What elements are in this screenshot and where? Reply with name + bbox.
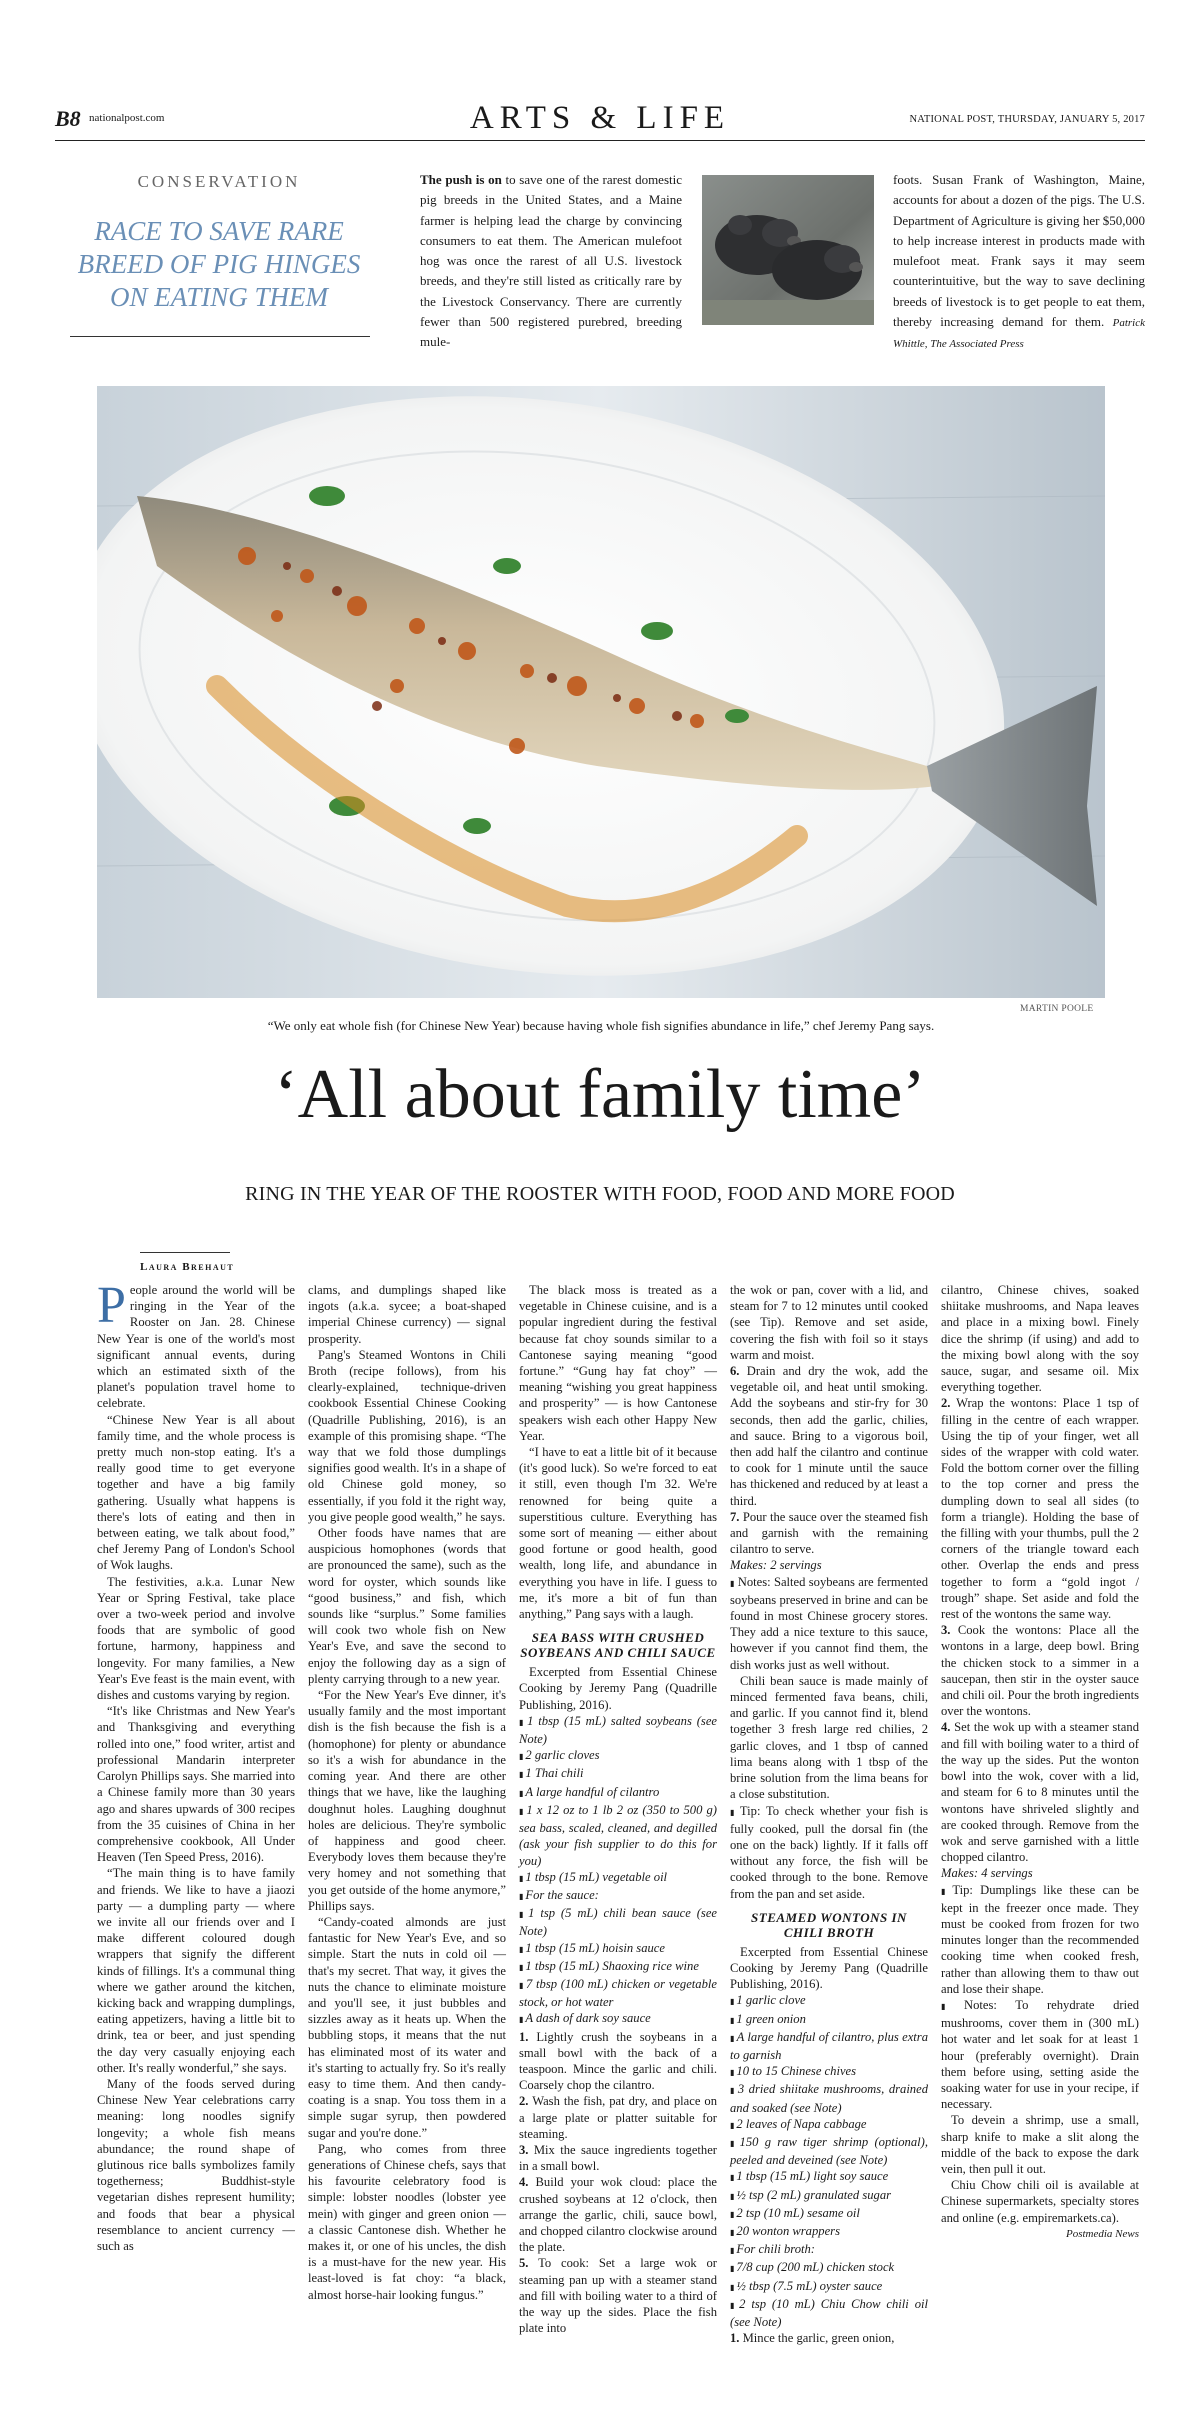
paragraph: Pang's Steamed Wontons in Chili Broth (recipe follows), from his clearly-explained, technique-driven cookbook Essential Chinese Cooking (Quadrille Publishing, 2016), is an example of this promising shape. “The way that we fold those dumplings signifies good wealth. It's in a shape of old Chinese gold money, so essentially, if you fold it the right way, you give people good wealth,” he says. (308, 1347, 506, 1524)
recipe-note: ▮ Notes: To rehydrate dried mushrooms, cover them in (300 mL) hot water and let soak for at least 1 hour (preferably overnight). Drain them before using, setting aside the soaking water for use in your recipe, if necessary. (941, 1997, 1139, 2112)
photo-credit: MARTIN POOLE (1020, 1004, 1094, 1014)
ingredient: ▮ 20 wonton wrappers (730, 2223, 928, 2241)
byline-rule (140, 1252, 230, 1253)
recipe-title-sea-bass: SEA BASS WITH CRUSHED SOYBEANS AND CHILI SAUCE (520, 1630, 716, 1661)
paragraph: Many of the foods served during Chinese New Year celebrations carry meaning: long noodles signify longevity; a whole fish means abundance; the round shape of glutinous rice balls symbolizes family togetherness; Buddhist-style vegetarian dishes represent humility; and foods that bear a physical resemblance to ancient currency — such as (97, 2076, 295, 2253)
ingredient: ▮ ½ tsp (2 mL) granulated sugar (730, 2187, 928, 2205)
teaser-body-col1 (420, 170, 682, 353)
recipe-title-wontons: STEAMED WONTONS IN CHILI BROTH (751, 1909, 907, 1940)
article-column-2 (308, 1282, 506, 2303)
recipe-source: Excerpted from Essential Chinese Cooking by Jeremy Pang (Quadrille Publishing, 2016). (519, 1665, 717, 1712)
article-credit: Postmedia News (1065, 2227, 1139, 2240)
recipe-step: 3. Cook the wontons: Place all the wontons in a large, deep bowl. Bring the chicken stock to a simmer in a saucepan, then stir in the oyster sauce and chili oil. Pour the broth ingredients over the wontons. (941, 1623, 1139, 1719)
paragraph: “I have to eat a little bit of it because (it's good luck). So we're forced to eat it still, even though I'm 32. We're renowned for being quite a superstitious culture. Everything has some sort of meaning — either about good fortune or good health, good wealth, long life, and abundance in everything you have in life. I guess to me, it's more a bit of fun than anything,” Pang says with a laugh. (519, 1445, 717, 1622)
teaser-text-1: to save one of the rarest domestic pig breeds in the United States, and a Maine farmer is helping lead the charge by convincing consumers to eat them. The American mulefoot hog was once the rarest of all U.S. livestock breeds, and they're still listed as critically rare by the Livestock Conservancy. There are currently fewer than 500 registered purebred, breeding mule- (420, 172, 682, 350)
recipe-step: 1. Mince the garlic, green onion, (730, 2331, 895, 2346)
ingredient: ▮ 1 tbsp (15 mL) Shaoxing rice wine (519, 1958, 717, 1976)
paragraph: People around the world will be ringing in the Year of the Rooster on Jan. 28. Chinese New Year is one of the world's most significant annual events, during which an estimated sixth of the planet's population travel home to celebrate. (97, 1277, 295, 1411)
ingredient: ▮ 1 garlic clove (730, 1992, 928, 2010)
deck: RING IN THE YEAR OF THE ROOSTER WITH FOOD, FOOD AND MORE FOOD (245, 1183, 955, 1205)
recipe-step: 3. Mix the sauce ingredients together in a small bowl. (519, 2142, 717, 2174)
recipe-tip: ▮ Tip: To check whether your fish is fully cooked, pull the dorsal fin (the one on the back) lightly. If it falls off without any force, the fish will be cooked through to the bone. Remove from the pan and set aside. (730, 1803, 928, 1901)
ingredient-list (730, 1992, 928, 2330)
ingredient: ▮ 7 tbsp (100 mL) chicken or vegetable stock, or hot water (519, 1976, 717, 2010)
ingredient: ▮ 1 x 12 oz to 1 lb 2 oz (350 to 500 g) sea bass, scaled, cleaned, and degilled (ask your fish supplier to do this for you) (519, 1802, 717, 1869)
ingredient: ▮ 3 dried shiitake mushrooms, drained and soaked (see Note) (730, 2081, 928, 2115)
teaser-kicker: CONSERVATION (137, 172, 301, 191)
ingredient: ▮ 1 Thai chili (519, 1765, 717, 1783)
main-headline: ‘All about family time’ (274, 1056, 926, 1133)
page-header (55, 100, 1145, 141)
recipe-step: 1. Lightly crush the soybeans in a small bowl with the back of a teaspoon. Mince the garlic and chili. Coarsely chop the cilantro. (519, 2029, 717, 2093)
paragraph: Chili bean sauce is made mainly of minced fermented fava beans, chili, and garlic. If you cannot find it, blend together 3 fresh large red chilies, 2 garlic cloves, and 1 tbsp of canned lima beans along with 1 tbsp of the brine solution from the lima beans for a close substitution. (730, 1673, 928, 1802)
paragraph: Other foods have names that are auspicious homophones (words that are pronounced the same), such as the word for oyster, which sounds like “good business,” and fish, which sounds like “surplus.” Some families will cook two whole fish on New Year's Eve, and save the second to enjoy the following day as a sign of plenty carrying through to a new year. (308, 1526, 506, 1686)
pig-photo (702, 175, 874, 325)
ingredient: ▮ 2 garlic cloves (519, 1747, 717, 1765)
byline: Laura Brehaut (140, 1261, 235, 1273)
ingredient: ▮ 2 tsp (10 mL) sesame oil (730, 2205, 928, 2223)
paragraph: clams, and dumplings shaped like ingots (a.k.a. sycee; a boat-shaped imperial Chinese currency) — signal prosperity. (308, 1283, 506, 1346)
teaser-body-col2 (893, 170, 1145, 355)
teaser-text-2: foots. Susan Frank of Washington, Maine, accounts for about a dozen of the pigs. The U.S. Department of Agriculture is giving her $50,000 to help increase interest in products made with mulefoot meat. Frank says it may seem counterintuitive, but the way to save declining breeds of livestock is to get people to eat them, thereby increasing demand for them. (893, 172, 1145, 330)
article-column-1 (97, 1277, 295, 2254)
article-column-3 (519, 1282, 717, 2336)
ingredient: ▮ 1 tbsp (15 mL) vegetable oil (519, 1869, 717, 1887)
recipe-note: ▮ Notes: Salted soybeans are fermented soybeans preserved in brine and can be found in most Chinese grocery stores. They add a nice texture to this sauce, however if you cannot find them, the dish works just as well without. (730, 1574, 928, 1672)
teaser-headline[interactable]: RACE TO SAVE RARE BREED OF PIG HINGES ON EATING THEM (77, 216, 361, 312)
teaser-lead: The push is on (420, 172, 502, 187)
site-url[interactable]: nationalpost.com (89, 112, 165, 124)
ingredient: ▮ 2 leaves of Napa cabbage (730, 2116, 928, 2134)
ingredient: ▮ 2 tsp (10 mL) Chiu Chow chili oil (see Note) (730, 2296, 928, 2330)
recipe-tip: ▮ Tip: Dumplings like these can be kept in the freezer once made. They must be cooked from frozen for two minutes longer than the recommended cooking time when cooked fresh, rather than allowing them to thaw out and lose their shape. (941, 1882, 1139, 1996)
page-number: B8 (55, 106, 81, 131)
teaser-rule (70, 336, 370, 337)
recipe-step: 5. To cook: Set a large wok or steaming pan up with a steamer stand and fill with boiling water to a third of the way up the sides. Place the fish plate into (519, 2256, 717, 2336)
ingredient: ▮ ½ tbsp (7.5 mL) oyster sauce (730, 2278, 928, 2296)
ingredient: ▮ 1 tsp (5 mL) chili bean sauce (see Note) (519, 1905, 717, 1939)
paragraph: To devein a shrimp, use a small, sharp knife to make a slit along the middle of the back to expose the dark vein, then pull it out. (941, 2113, 1139, 2176)
recipe-step: 6. Drain and dry the wok, add the vegetable oil, and heat until smoking. Add the soybeans and stir-fry for 30 seconds, then add the garlic, chilies, and sauce. Bring to a vigorous boil, then add half the cilantro and continue to cook for 1 minute until the sauce has thickened and reduced by at least a third. (730, 1364, 929, 1508)
paragraph: “Candy-coated almonds are just fantastic for New Year's Eve, and so simple. Start the nuts in cold oil — that's my secret. That way, it gives the nuts the chance to eliminate moisture and you'll see, it just bubbles and sizzles away as it heats up. When the bubbling stops, it means that the nut has eliminated most of its water and it's starting to actually fry. So it's really easy to time them. And then candy-coating is a snap. You toss them in a simple sugar syrup, then powdered sugar and you're done.” (308, 1914, 506, 2140)
paragraph: Chiu Chow chili oil is available at Chinese supermarkets, specialty stores and online (e.g. empiremarkets.ca). (941, 2178, 1139, 2225)
recipe-source: Excerpted from Essential Chinese Cooking by Jeremy Pang (Quadrille Publishing, 2016). (730, 1944, 928, 1992)
ingredient: ▮ A dash of dark soy sauce (519, 2010, 717, 2028)
servings: Makes: 4 servings (941, 1866, 1033, 1881)
teaser-credit: Patrick Whittle, The Associated Press (893, 317, 1145, 351)
sea-bass-photo (97, 386, 1105, 998)
paragraph: cilantro, Chinese chives, soaked shiitake mushrooms, and Napa leaves and place in a mixing bowl. Finely dice the shrimp (if using) and add to the mixing bowl along with the soy sauce, sugar, and sesame oil. Mix everything together. (941, 1283, 1139, 1395)
article-column-5 (941, 1282, 1139, 2242)
ingredient: ▮ 10 to 15 Chinese chives (730, 2063, 928, 2081)
ingredient: ▮ 1 green onion (730, 2011, 928, 2029)
servings: Makes: 2 servings (730, 1558, 822, 1573)
paragraph: “The main thing is to have family and friends. We like to have a jiaozi party — a dumpling party — where we invite all our friends over and I make different coloured dough wrappers that signify the different kinds of fillings. It's a communal thing where we gather around the kitchen, kicking back and wrapping dumplings, eating appetizers, having a little bit to drink, tea or beer, and just spending the day very casually enjoying each other. It's really wonderful,” she says. (97, 1866, 295, 2075)
article-column-4 (730, 1282, 928, 2346)
recipe-step: 4. Set the wok up with a steamer stand and fill with boiling water to a third of the way up the sides. Put the wonton bowl into the wok, cover with a lid, and steam for 6 to 8 minutes until the wontons have shriveled slightly and are cooked through. Remove from the wok and serve garnished with a little chopped cilantro. (941, 1720, 1139, 1865)
drop-cap: P (97, 1277, 126, 1334)
paragraph: The black moss is treated as a vegetable in Chinese cuisine, and is a popular ingredient during the festival because fat choy sounds similar to a Cantonese saying meaning “good fortune.” “Gung hay fat choy” — meaning “wishing you great happiness and prosperity” — is how Cantonese speakers wish each other Happy New Year. (519, 1283, 717, 1443)
ingredient: ▮ For chili broth: (730, 2241, 928, 2259)
ingredient: ▮ For the sauce: (519, 1887, 717, 1905)
ingredient: ▮ 150 g raw tiger shrimp (optional), peeled and deveined (see Note) (730, 2134, 928, 2168)
ingredient: ▮ 1 tbsp (15 mL) hoisin sauce (519, 1940, 717, 1958)
section-title: ARTS & LIFE (469, 100, 731, 136)
recipe-step: 2. Wash the fish, pat dry, and place on a large plate or platter suitable for steaming. (519, 2094, 718, 2141)
issue-date: NATIONAL POST, THURSDAY, JANUARY 5, 2017 (909, 114, 1145, 125)
recipe-step: 4. Build your wok cloud: place the crushed soybeans at 12 o'clock, then arrange the garlic, chili, sauce bowl, and chopped cilantro clockwise around the plate. (519, 2175, 717, 2255)
paragraph: the wok or pan, cover with a lid, and steam for 7 to 12 minutes until cooked (see Tip). Remove and set aside, covering the fish with foil so it stays warm and moist. (730, 1283, 928, 1362)
paragraph: “It's like Christmas and New Year's and Thanksgiving and everything rolled into one,” food writer, artist and professional Mandarin interpreter Carolyn Phillips says. She married into a Chinese family more than 30 years ago and shares upwards of 300 recipes from the 35 cuisines of China in her comprehensive cookbook, All Under Heaven (Ten Speed Press, 2016). (97, 1704, 295, 1865)
photo-caption: “We only eat whole fish (for Chinese New Year) because having whole fish signifies abundance in life,” chef Jeremy Pang says. (267, 1018, 935, 1033)
recipe-step: 2. Wrap the wontons: Place 1 tsp of filling in the centre of each wrapper. Using the tip of your finger, wet all sides of the wrapper with cold water. Fold the bottom corner over the filling to the top corner and press the dumpling down to seal all sides (to form a triangle). Holding the base of the filling with your thumbs, pull the 2 corners of the triangle toward each other. Overlap the ends and press together to form a “gold ingot / trough” shape. Set aside and fold the rest of the wontons the same way. (941, 1396, 1140, 1622)
recipe-step: 7. Pour the sauce over the steamed fish and garnish with the remaining cilantro to serve. (730, 1509, 928, 1557)
ingredient: ▮ A large handful of cilantro (519, 1784, 717, 1802)
ingredient: ▮ 7/8 cup (200 mL) chicken stock (730, 2259, 928, 2277)
paragraph: The festivities, a.k.a. Lunar New Year or Spring Festival, take place over a two-week period and involve foods that are symbolic of good fortune, harmony, happiness and longevity. For many families, a New Year's Eve feast is the main event, with dishes and customs varying by region. (97, 1574, 295, 1703)
ingredient: ▮ 1 tbsp (15 mL) salted soybeans (see Note) (519, 1713, 717, 1747)
paragraph: “For the New Year's Eve dinner, it's usually family and the most important dish is the fish because the fish is a (homophone) for plenty or abundance so it's a wish for abundance in the coming year. And there are other things that we have, like the laughing doughnut holes. Laughing doughnut holes are delicious. They're symbolic of happiness and good cheer. Everybody loves them because they're very homey and not something that you get outside of the home anymore,” Phillips says. (308, 1688, 506, 1913)
ingredient-list (519, 1713, 717, 2029)
paragraph: Pang, who comes from three generations of Chinese chefs, says that his favourite celebratory food is simple: lobster noodles (lobster yee mein) with ginger and green onion — a classic Cantonese dish. Whether he makes it, or one of his uncles, the dish is a must-have for the new year. His least-loved is fat choy: “a black, almost horse-hair looking fungus.” (308, 2141, 506, 2302)
ingredient: ▮ 1 tbsp (15 mL) light soy sauce (730, 2168, 928, 2186)
ingredient: ▮ A large handful of cilantro, plus extra to garnish (730, 2029, 928, 2063)
paragraph: “Chinese New Year is all about family time, and the whole process is pretty much non-stop eating. It's a really good time to get everyone together and have a big family gathering. Usually what happens is there's lots of eating and then in between eating, we talk about food,” chef Jeremy Pang of London's School of Wok laughs. (97, 1412, 295, 1573)
